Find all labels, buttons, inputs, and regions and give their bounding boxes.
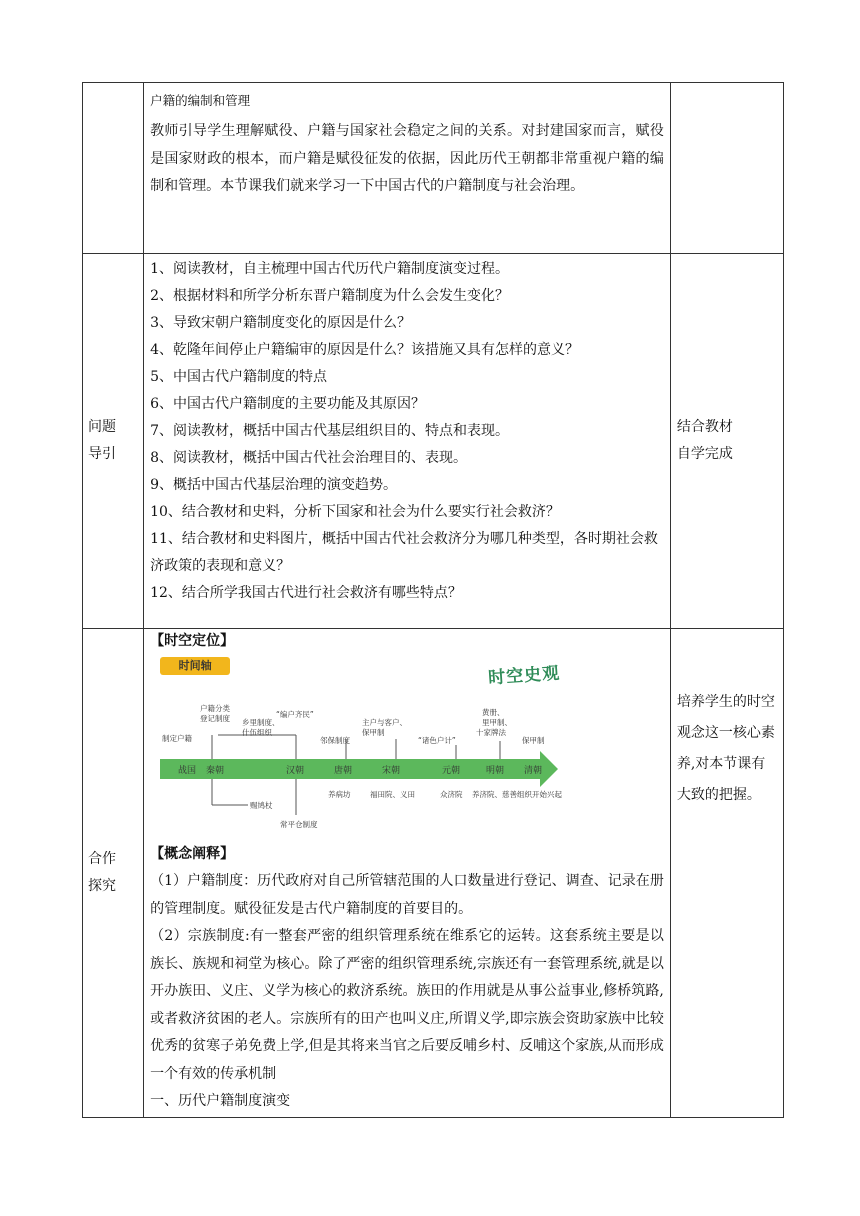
- table-row: [83, 83, 784, 254]
- list-item: 3、导致宋朝户籍制度变化的原因是什么？: [150, 315, 411, 331]
- bottom-label: 养病坊: [328, 790, 351, 799]
- list-item: 11、结合教材和史料图片，概括中国古代社会救济分为哪几种类型，各时期社会救济政策的表现和意义？: [150, 531, 658, 574]
- bottom-label: 常平仓制度: [280, 820, 318, 829]
- list-item: 9、概括中国古代基层治理的演变趋势。: [150, 477, 397, 493]
- period-label: 秦朝: [206, 766, 225, 776]
- row3-label-cell: [83, 629, 144, 1118]
- top-label: 制定户籍: [162, 734, 193, 743]
- question-list: [144, 254, 671, 629]
- bottom-label: 养济院、慈善组织开始兴起: [472, 790, 563, 799]
- concept-paragraph-2: （2）宗族制度:有一整套严密的组织管理系统在维系它的运转。这套系统主要是以族长、族规和祠堂为核心。除了严密的组织管理系统,宗族还有一套管理系统,就是以开办族田、义庄、义学为核心的救济系统。族田的作用就是从事公益事业,修桥筑路,或者救济贫困的老人。宗族所有的田产也叫义庄,所谓义学,即宗族会资助家族中比较优秀的贫寒子弟免费上学,但是其将来当官之后要反哺乡村、反哺这个家族,从而形成一个有效的传承机制: [150, 928, 664, 1082]
- list-item: 5、中国古代户籍制度的特点: [150, 369, 327, 385]
- top-label: “编户齐民”: [276, 710, 314, 719]
- timeline-svg: [156, 655, 566, 835]
- row2-label-line1: 问题: [88, 419, 116, 435]
- top-label: 保甲制: [522, 736, 545, 745]
- top-label: 黄册、: [482, 708, 505, 717]
- top-label: 十家牌法: [476, 728, 507, 737]
- list-item: 7、阅读教材，概括中国古代基层组织目的、特点和表现。: [150, 423, 509, 439]
- period-label: 清朝: [524, 766, 543, 776]
- row1-note-cell: [670, 83, 783, 254]
- row3-note-text: 培养学生的时空观念这一核心素养,对本节课有大致的把握。: [676, 694, 775, 803]
- row3-content-cell: [144, 629, 671, 1118]
- bottom-label: 众济院: [440, 790, 463, 799]
- row3-label-line1: 合作: [88, 851, 116, 867]
- top-label: 主户与客户、: [362, 718, 408, 727]
- list-item: 12、结合所学我国古代进行社会救济有哪些特点？: [150, 585, 462, 601]
- row1-content-cell: [144, 83, 671, 254]
- heading-concept: 【概念阐释】: [150, 846, 235, 862]
- row3-label-line2: 探究: [88, 878, 116, 894]
- timeline-figure: [156, 655, 566, 835]
- list-item: 1、阅读教材，自主梳理中国古代历代户籍制度演变过程。: [150, 261, 509, 277]
- row2-note-line1: 结合教材: [676, 419, 733, 435]
- period-label: 宋朝: [382, 766, 401, 776]
- table-row: [83, 254, 784, 629]
- top-label: 乡里制度、: [242, 718, 280, 727]
- table-row: [83, 629, 784, 1118]
- top-label: 邻保制度: [320, 736, 351, 745]
- list-item: 8、阅读教材，概括中国古代社会治理目的、表现。: [150, 450, 467, 466]
- section-title: 户籍的编制和管理: [150, 93, 251, 108]
- period-label: 元朝: [442, 766, 461, 776]
- intro-paragraph: 教师引导学生理解赋役、户籍与国家社会稳定之间的关系。对封建国家而言，赋役是国家财政的根本，而户籍是赋役征发的依据，因此历代王朝都非常重视户籍的编制和管理。本节课我们就来学习一下中国古代的户籍制度与社会治理。: [150, 123, 664, 194]
- bottom-label: 赐鸠杖: [250, 801, 273, 810]
- list-item: 10、结合教材和史料，分析下国家和社会为什么要实行社会救济？: [150, 504, 560, 520]
- lesson-plan-table: [82, 82, 784, 1118]
- period-label: 战国: [178, 766, 197, 776]
- section-heading-1: 一、历代户籍制度演变: [150, 1093, 291, 1109]
- row1-label-cell: [83, 83, 144, 254]
- top-label: “诸色户计”: [418, 736, 456, 745]
- top-label: 里甲制、: [482, 718, 513, 727]
- period-label: 明朝: [486, 766, 505, 776]
- row2-note-cell: [670, 254, 783, 629]
- row2-label-cell: [83, 254, 144, 629]
- list-item: 4、乾隆年间停止户籍编审的原因是什么？该措施又具有怎样的意义？: [150, 342, 579, 358]
- row2-note-line2: 自学完成: [676, 446, 733, 462]
- top-label: 保甲制: [362, 728, 385, 737]
- bottom-label: 福田院、义田: [370, 790, 416, 799]
- list-item: 6、中国古代户籍制度的主要功能及其原因？: [150, 396, 425, 412]
- list-item: 2、根据材料和所学分析东晋户籍制度为什么会发生变化？: [150, 288, 509, 304]
- period-label: 汉朝: [286, 766, 305, 776]
- timeline-tag: 时间轴: [160, 657, 230, 675]
- row3-note-cell: [670, 629, 783, 1118]
- top-label: 什伍组织: [242, 728, 273, 737]
- period-label: 唐朝: [334, 766, 353, 776]
- heading-timeline: 【时空定位】: [150, 633, 235, 649]
- row2-label-line2: 导引: [88, 446, 116, 462]
- top-label: 户籍分类: [200, 704, 231, 713]
- concept-paragraph-1: （1）户籍制度：历代政府对自己所管辖范围的人口数量进行登记、调查、记录在册的管理制度。赋役征发是古代户籍制度的首要目的。: [150, 873, 664, 917]
- top-label: 登记制度: [200, 714, 231, 723]
- timeline-logo: 时空史观: [487, 663, 561, 689]
